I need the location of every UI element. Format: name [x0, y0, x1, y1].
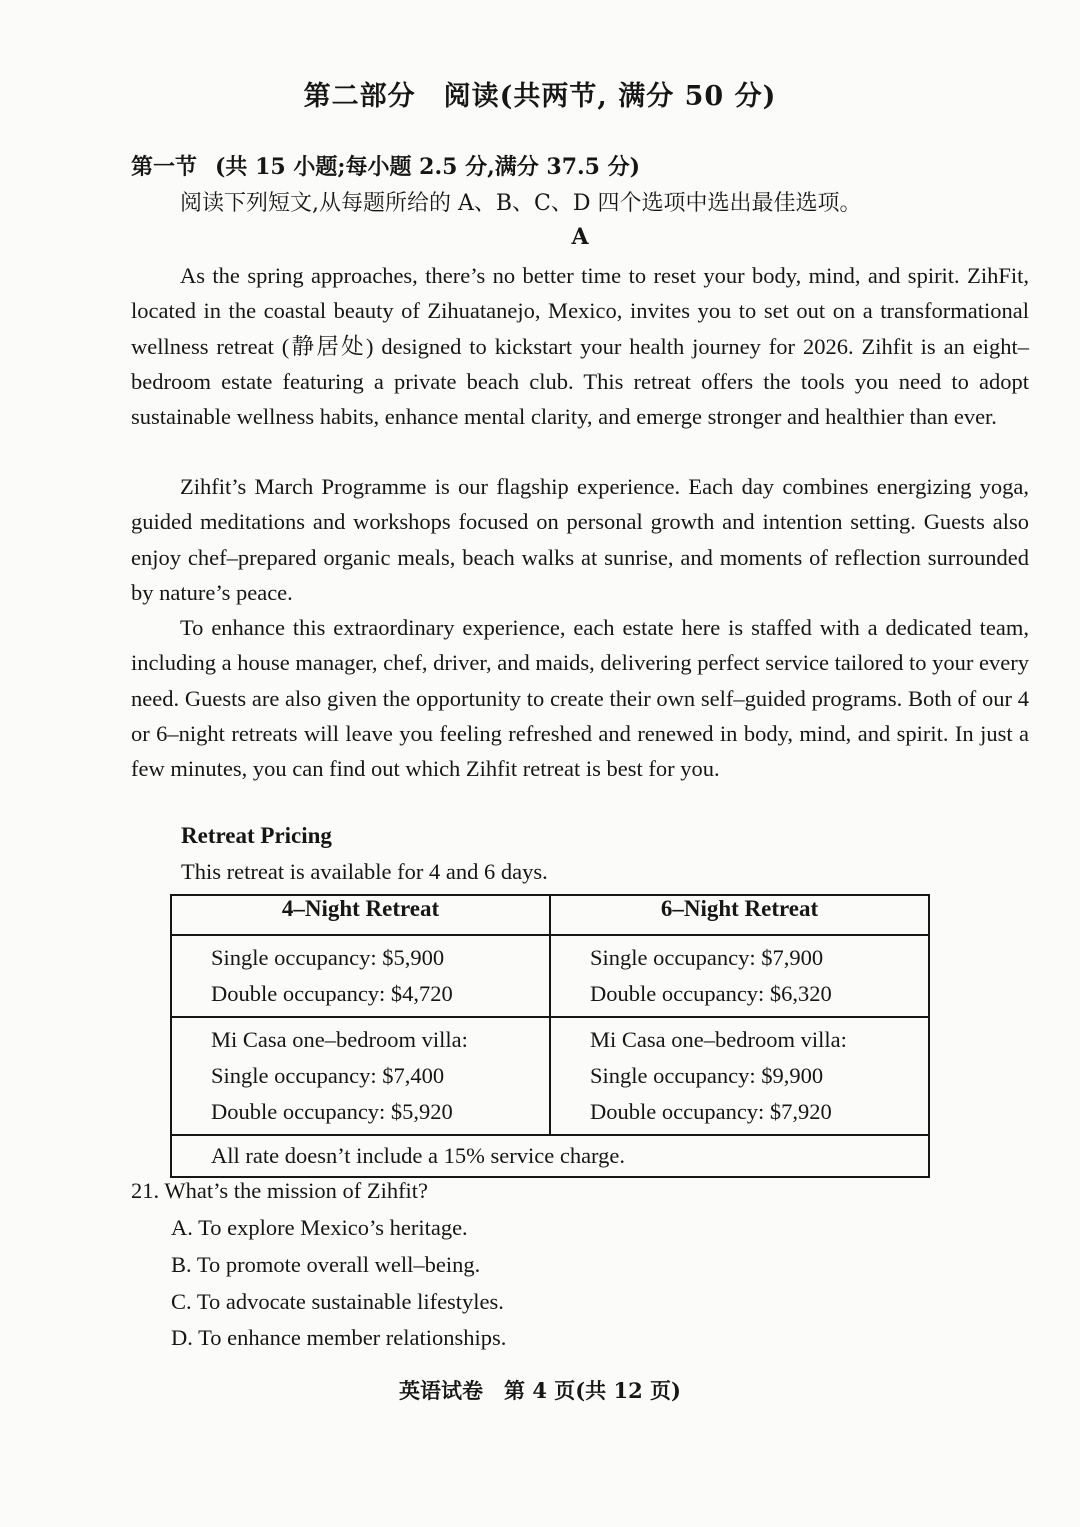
- service-charge-note: All rate doesn’t include a 15% service charge.: [171, 1135, 929, 1177]
- pricing-subtitle: This retreat is available for 4 and 6 days.: [181, 859, 548, 884]
- price-6-night-single: Single occupancy: $7,900: [590, 945, 824, 970]
- page-footer: 英语试卷 第 4 页(共 12 页): [399, 1378, 681, 1403]
- villa-6-night-single: Single occupancy: $9,900: [590, 1063, 824, 1088]
- villa-6-night-double: Double occupancy: $7,920: [590, 1099, 832, 1124]
- pricing-table: [170, 894, 930, 1178]
- part-title: 第二部分 阅读(共两节, 满分 50 分): [303, 81, 777, 112]
- section-title: 第一节: [131, 154, 198, 180]
- section-note: (共 15 小题;每小题 2.5 分,满分 37.5 分): [215, 154, 641, 180]
- villa-4-night-single: Single occupancy: $7,400: [211, 1063, 445, 1088]
- standard-rate-row: [171, 935, 929, 1017]
- question-21-stem: 21. What’s the mission of Zihfit?: [131, 1178, 429, 1203]
- section-heading: [131, 150, 640, 181]
- villa-rate-row: [171, 1017, 929, 1135]
- pricing-title: Retreat Pricing: [181, 823, 332, 848]
- question-21-option-c[interactable]: C. To advocate sustainable lifestyles.: [171, 1289, 504, 1314]
- section-instruction: 阅读下列短文,从每题所给的 A、B、C、D 四个选项中选出最佳选项。: [180, 191, 862, 216]
- villa-label-6-night: Mi Casa one–bedroom villa:: [590, 1027, 847, 1052]
- question-21-option-b[interactable]: B. To promote overall well–being.: [171, 1252, 481, 1277]
- service-charge-row: [171, 1135, 929, 1177]
- header-6-night: 6–Night Retreat: [550, 895, 929, 935]
- price-4-night-single: Single occupancy: $5,900: [211, 945, 445, 970]
- passage-label: A: [571, 224, 589, 250]
- question-21-option-a[interactable]: A. To explore Mexico’s heritage.: [171, 1215, 468, 1240]
- passage-paragraph-2: Zihfit’s March Programme is our flagship experience. Each day combines energizing yoga, guided meditations and workshops focused on personal growth and intention setting. Guests also enjoy chef–prepared organic meals, beach walks at sunrise, and moments of reflection surrounded by nature’s peace.: [131, 474, 1029, 605]
- villa-label-4-night: Mi Casa one–bedroom villa:: [211, 1027, 468, 1052]
- pricing-header-row: [171, 895, 929, 935]
- header-4-night: 4–Night Retreat: [171, 895, 550, 935]
- villa-4-night-double: Double occupancy: $5,920: [211, 1099, 453, 1124]
- price-4-night-double: Double occupancy: $4,720: [211, 981, 453, 1006]
- price-6-night-double: Double occupancy: $6,320: [590, 981, 832, 1006]
- villa-6-night-cell: [550, 1017, 929, 1135]
- passage-paragraph-1: As the spring approaches, there’s no better time to reset your body, mind, and spirit. ZihFit, located in the coastal beauty of Zihuatanejo, Mexico, invites you to set out on a transformational wellness retreat (静居处) designed to kickstart your health journey for 2026. Zihfit is an eight–bedroom estate featuring a private beach club. This retreat offers the tools you need to adopt sustainable wellness habits, enhance mental clarity, and emerge stronger and healthier than ever.: [131, 263, 1029, 430]
- passage-paragraph-3: To enhance this extraordinary experience, each estate here is staffed with a dedicated team, including a house manager, chef, driver, and maids, delivering perfect service tailored to your every need. Guests are also given the opportunity to create their own self–guided programs. Both of our 4 or 6–night retreats will leave you feeling refreshed and renewed in body, mind, and spirit. In just a few minutes, you can find out which Zihfit retreat is best for you.: [131, 615, 1029, 782]
- villa-4-night-cell: [171, 1017, 550, 1135]
- standard-4-night-cell: [171, 935, 550, 1017]
- standard-6-night-cell: [550, 935, 929, 1017]
- question-21-option-d[interactable]: D. To enhance member relationships.: [171, 1325, 507, 1350]
